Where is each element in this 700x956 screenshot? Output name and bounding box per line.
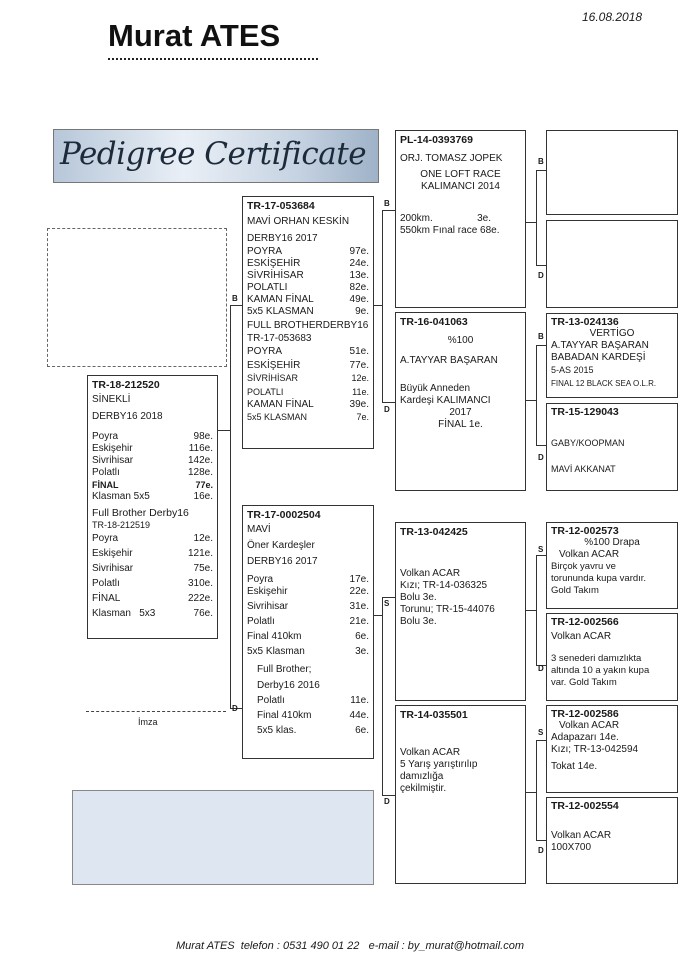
notes-box [72,790,374,885]
sire-dam-card [395,312,526,491]
b4-sex-label: D [538,453,544,462]
gen3-line: 5-AS 2015 [551,365,594,375]
connector-line [536,740,546,741]
sire-dam-line: 2017 [449,407,472,418]
sire-sire-line: KALIMANCI 2014 [421,181,500,192]
sire-sire-card [395,130,526,308]
sire-sex-label: B [232,294,238,303]
result-row: Polatlı 310e. [92,578,213,589]
sire-dam-line: FİNAL 1e. [438,419,483,430]
pigeon-race: DERBY16 2018 [92,411,163,422]
dam-dam-line: damızlığa [400,771,444,782]
gen3-line: BABADAN KARDEŞİ [551,352,646,363]
connector-line [230,305,242,306]
dam-dam-ring: TR-14-035501 [400,709,468,721]
dam-dam-line: çekilmiştir. [400,783,447,794]
gen3-card [546,403,678,491]
gen3-ring: TR-12-002586 [551,708,619,720]
connector-line [374,305,382,306]
title-banner [53,129,379,183]
gen3-line: A.TAYYAR BAŞARAN [551,340,649,351]
signature-line [86,711,226,712]
b7-sex-label: S [538,728,544,737]
dam-dam-sex-label: D [384,797,390,806]
result-row: Final 410km 44e. [257,710,369,721]
result-row: KAMAN FİNAL 49e. [247,294,369,305]
result-row: KAMAN FİNAL 39e. [247,399,369,410]
gen3-line: Volkan ACAR [551,830,612,841]
brother-title: Full Brother Derby16 [92,507,189,519]
connector-line [382,597,395,598]
result-row: POYRA 51e. [247,346,369,357]
certificate-date: 16.08.2018 [582,10,643,24]
gen3-line: torununda kupa vardır. [551,573,647,584]
sire-sire-line: ONE LOFT RACE [420,169,501,180]
result-row: Poyra 12e. [92,533,213,544]
dam-dam-line: 5 Yarış yarıştırılıp [400,759,478,770]
gen3-ring: TR-15-129043 [551,406,619,418]
connector-line [536,445,546,446]
pigeon-ring: TR-18-212520 [92,379,160,391]
connector-line [536,345,537,445]
gen3-line: Kızı; TR-13-042594 [551,744,639,755]
connector-line [382,210,383,402]
gen3-line: Tokat 14e. [551,761,598,772]
gen3-card [546,313,678,398]
dam-sire-ring: TR-13-042425 [400,526,468,538]
sire-dam-line: Kardeşi KALIMANCI [400,395,491,406]
b6-sex-label: D [538,664,544,673]
result-row: FİNAL 222e. [92,593,213,604]
gen3-line: FINAL 12 BLACK SEA O.L.R. [551,379,657,388]
owner-underline [108,58,318,60]
sire-ring: TR-17-053684 [247,200,315,212]
result-row: Eskişehir 121e. [92,548,213,559]
connector-line [382,402,395,403]
gen3-line: var. Gold Takım [551,677,617,688]
sire-sire-sex-label: B [384,199,390,208]
result-row: 5x5 KLASMAN 9e. [247,306,369,317]
gen3-card [546,797,678,884]
dam-ring: TR-17-0002504 [247,509,321,521]
result-row: Final 410km 6e. [247,631,369,642]
sire-brother-ring: TR-17-053683 [247,333,312,344]
result-row: 5x5 KLASMAN 7e. [247,412,369,422]
gen3-line: Volkan ACAR [559,720,620,731]
connector-line [382,795,395,796]
result-row: Eskişehir 116e. [92,443,213,454]
gen3-empty-card [546,130,678,215]
result-row: Polatlı 21e. [247,616,369,627]
gen3-empty-card [546,220,678,308]
connector-line [536,265,546,266]
connector-line [218,430,230,431]
dam-sex-label: D [232,704,238,713]
b2-sex-label: D [538,271,544,280]
dam-race: DERBY16 2017 [247,556,318,567]
gen3-ring: TR-12-002566 [551,616,619,628]
result-row: 200km. 3e. [400,213,491,224]
connector-line [230,305,231,708]
result-row: SİVRİHİSAR 12e. [247,373,369,383]
pigeon-color: SİNEKLİ [92,394,131,405]
sire-brother-title: FULL BROTHERDERBY16 [247,320,369,331]
gen3-line: VERTİGO [589,328,635,339]
dam-sire-card [395,522,526,701]
connector-line [536,170,546,171]
footer-contact: Murat ATES telefon : 0531 490 01 22 e-mail : by_murat@hotmail.com [175,940,525,952]
connector-line [536,840,546,841]
photo-placeholder [47,228,227,367]
connector-line [526,222,536,223]
b3-sex-label: B [538,332,544,341]
gen3-line: Volkan ACAR [559,549,620,560]
dam-owner: Öner Kardeşler [247,540,315,551]
connector-line [536,170,537,265]
gen3-line: GABY/KOOPMAN [551,438,625,448]
sire-dam-ring: TR-16-041063 [400,316,468,328]
result-row: 5x5 Klasman 3e. [247,646,369,657]
result-row: FİNAL 77e. [92,480,213,490]
b8-sex-label: D [538,846,544,855]
result-row: Sivrihisar 31e. [247,601,369,612]
sire-sire-line: 550km Fınal race 68e. [400,225,500,236]
b1-sex-label: B [538,157,544,166]
dam-sire-sex-label: S [384,599,390,608]
dam-color: MAVİ [247,524,271,535]
connector-line [536,740,537,840]
dam-sire-line: Torunu; TR-15-44076 [400,604,495,615]
result-row: Klasman 5x3 76e. [92,608,213,619]
gen3-line: altında 10 a yakın kupa [551,665,650,676]
sire-dam-owner: A.TAYYAR BAŞARAN [400,355,498,366]
sire-dam-line: %100 [447,335,474,346]
result-row: Eskişehir 22e. [247,586,369,597]
gen3-line: %100 Drapa [584,537,640,548]
sire-card [242,196,374,449]
dam-sire-line: Kızı; TR-14-036325 [400,580,488,591]
connector-line [536,555,537,665]
result-row: POYRA 97e. [247,246,369,257]
dam-dam-owner: Volkan ACAR [400,747,461,758]
result-row: POLATLI 82e. [247,282,369,293]
sire-color-owner: MAVİ ORHAN KESKİN [247,216,350,227]
gen3-ring: TR-12-002554 [551,800,619,812]
connector-line [382,210,395,211]
gen3-line: 3 senederi damızlıkta [551,653,642,664]
result-row: ESKİŞEHİR 77e. [247,360,369,371]
result-row: 5x5 klas. 6e. [257,725,369,736]
connector-line [374,615,382,616]
gen3-line: Gold Takım [551,585,599,596]
gen3-line: Adapazarı 14e. [551,732,619,743]
gen3-ring: TR-12-002573 [551,525,619,537]
gen3-line: Volkan ACAR [551,631,612,642]
result-row: Polatlı 128e. [92,467,213,478]
brother-ring: TR-18-212519 [92,520,151,530]
owner-name: Murat ATES [108,18,281,53]
connector-line [536,345,546,346]
gen3-card [546,705,678,793]
result-row: Polatlı 11e. [257,695,369,706]
result-row: Sivrihisar 75e. [92,563,213,574]
gen3-card [546,522,678,609]
signature-label: İmza [138,717,158,727]
connector-line [526,792,536,793]
sire-dam-sex-label: D [384,405,390,414]
result-row: Sivrihisar 142e. [92,455,213,466]
connector-line [526,400,536,401]
connector-line [526,610,536,611]
dam-brother-race: Derby16 2016 [257,680,320,691]
dam-sire-line: Bolu 3e. [400,616,437,627]
result-row: Poyra 17e. [247,574,369,585]
gen3-line: 100X700 [551,842,592,853]
dam-sire-line: Bolu 3e. [400,592,437,603]
gen3-ring: TR-13-024136 [551,316,619,328]
sire-sire-owner: ORJ. TOMASZ JOPEK [400,153,503,164]
result-row: POLATLI 11e. [247,387,369,397]
gen3-card [546,613,678,701]
connector-line [536,555,546,556]
dam-brother-title: Full Brother; [257,664,312,675]
certificate-title: Pedigree Certificate [60,136,367,172]
result-row: ESKİŞEHİR 24e. [247,258,369,269]
b5-sex-label: S [538,545,544,554]
result-row: Klasman 5x5 16e. [92,491,213,502]
result-row: SİVRİHİSAR 13e. [247,270,369,281]
pigeon-card [87,375,218,639]
dam-sire-owner: Volkan ACAR [400,568,461,579]
sire-race: DERBY16 2017 [247,233,318,244]
sire-dam-line: Büyük Anneden [400,383,471,394]
gen3-line: Birçok yavru ve [551,561,616,572]
sire-sire-ring: PL-14-0393769 [400,134,473,146]
connector-line [382,597,383,795]
gen3-line: MAVİ AKKANAT [551,464,616,474]
dam-dam-card [395,705,526,884]
dam-card [242,505,374,759]
result-row: Poyra 98e. [92,431,213,442]
